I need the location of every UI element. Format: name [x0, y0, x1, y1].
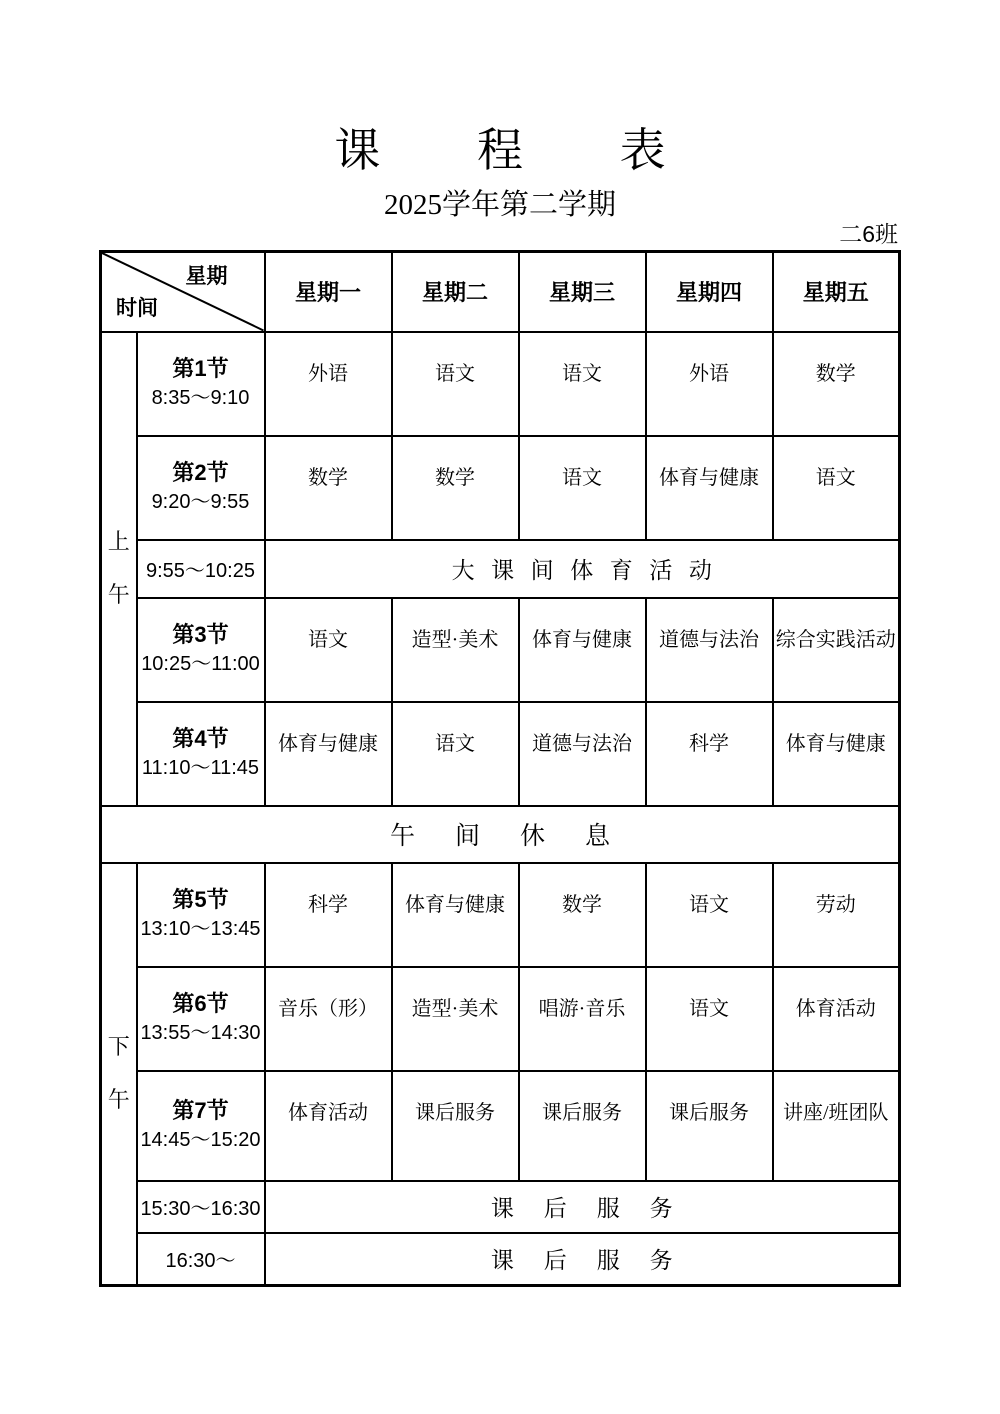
- period-time-cell: [137, 332, 265, 436]
- lesson-cell: 外语: [646, 332, 773, 436]
- period-time-cell: [137, 1071, 265, 1181]
- day-header-wednesday: 星期三: [519, 252, 646, 332]
- table-row-period-3: [101, 598, 900, 702]
- section-afternoon-label: 下午: [107, 1033, 130, 1112]
- lesson-cell: 造型·美术: [392, 598, 519, 702]
- lesson-cell: 语文: [265, 598, 392, 702]
- lesson-cell: 劳动: [773, 863, 900, 967]
- lesson-cell: 语文: [773, 436, 900, 540]
- period-time-cell: [137, 540, 265, 598]
- after-school-cell: 课后服务: [265, 1181, 900, 1233]
- period-time: 8:35～9:10: [151, 386, 250, 409]
- period-time: 11:10～11:45: [141, 756, 260, 779]
- period-time: 14:45～15:20: [140, 1128, 261, 1151]
- day-header-tuesday: 星期二: [392, 252, 519, 332]
- table-row-recess: [101, 540, 900, 598]
- lesson-cell: 讲座/班团队: [773, 1071, 900, 1181]
- lesson-cell: 外语: [265, 332, 392, 436]
- period-time: 9:20～9:55: [151, 490, 250, 513]
- page-title: 课程表: [334, 125, 763, 176]
- recess-activity-cell: 大课间体育活动: [265, 540, 900, 598]
- lesson-cell: 体育与健康: [265, 702, 392, 806]
- corner-time-label: 时间: [116, 296, 158, 320]
- period-label: 第2节: [172, 460, 229, 486]
- day-header-monday: 星期一: [265, 252, 392, 332]
- section-morning-label: 上午: [107, 528, 130, 607]
- page-subtitle: 2025学年第二学期: [383, 189, 616, 221]
- day-header-thursday: 星期四: [646, 252, 773, 332]
- lesson-cell: 综合实践活动: [773, 598, 900, 702]
- period-time-cell: [137, 1233, 265, 1286]
- corner-week-label: 星期: [185, 265, 228, 288]
- period-time: 13:55～14:30: [140, 1021, 261, 1044]
- lesson-cell: 道德与法治: [646, 598, 773, 702]
- period-time: 16:30～: [165, 1250, 236, 1273]
- lesson-cell: 课后服务: [519, 1071, 646, 1181]
- lesson-cell: 数学: [392, 436, 519, 540]
- lesson-cell: 体育与健康: [519, 598, 646, 702]
- lesson-cell: 道德与法治: [519, 702, 646, 806]
- corner-cell: [101, 252, 265, 332]
- period-time-cell: [137, 967, 265, 1071]
- lesson-cell: 科学: [265, 863, 392, 967]
- period-time-cell: [137, 598, 265, 702]
- after-school-cell: 课后服务: [265, 1233, 900, 1286]
- lesson-cell: 数学: [519, 863, 646, 967]
- lesson-cell: 造型·美术: [392, 967, 519, 1071]
- day-header-friday: 星期五: [773, 252, 900, 332]
- period-time: 9:55～10:25: [146, 560, 255, 582]
- lesson-cell: 语文: [646, 863, 773, 967]
- timetable: [99, 250, 901, 1287]
- lesson-cell: 语文: [519, 332, 646, 436]
- period-label: 第4节: [172, 726, 229, 752]
- table-row-after-school-2: [101, 1233, 900, 1286]
- table-row-period-2: [101, 436, 900, 540]
- period-time: 13:10～13:45: [140, 917, 261, 940]
- table-row-period-7: [101, 1071, 900, 1181]
- lesson-cell: 语文: [646, 967, 773, 1071]
- lesson-cell: 唱游·音乐: [519, 967, 646, 1071]
- table-row-after-school-1: [101, 1181, 900, 1233]
- lesson-cell: 数学: [265, 436, 392, 540]
- period-label: 第6节: [172, 991, 229, 1017]
- lesson-cell: 课后服务: [646, 1071, 773, 1181]
- period-time-cell: [137, 863, 265, 967]
- header-row: [101, 252, 900, 332]
- lesson-cell: 科学: [646, 702, 773, 806]
- period-time: 10:25～11:00: [141, 652, 260, 675]
- period-label: 第7节: [172, 1098, 229, 1124]
- lesson-cell: 体育活动: [265, 1071, 392, 1181]
- noon-break-cell: 午间休息: [101, 806, 900, 863]
- lesson-cell: 语文: [392, 332, 519, 436]
- table-row-period-4: [101, 702, 900, 806]
- table-row-period-5: [101, 863, 900, 967]
- period-time: 15:30～16:30: [140, 1198, 261, 1220]
- lesson-cell: 音乐（形）: [265, 967, 392, 1071]
- period-label: 第3节: [172, 622, 229, 648]
- lesson-cell: 数学: [773, 332, 900, 436]
- table-row-period-6: [101, 967, 900, 1071]
- class-label: 二6班: [839, 221, 898, 247]
- lesson-cell: 体育活动: [773, 967, 900, 1071]
- period-time-cell: [137, 1181, 265, 1233]
- section-morning: [101, 332, 137, 806]
- period-label: 第5节: [172, 887, 229, 913]
- period-time-cell: [137, 702, 265, 806]
- section-afternoon: [101, 863, 137, 1286]
- table-row-period-1: [101, 332, 900, 436]
- lesson-cell: 体育与健康: [392, 863, 519, 967]
- lesson-cell: 体育与健康: [773, 702, 900, 806]
- lesson-cell: 语文: [392, 702, 519, 806]
- period-label: 第1节: [172, 356, 229, 382]
- lesson-cell: 体育与健康: [646, 436, 773, 540]
- period-time-cell: [137, 436, 265, 540]
- lesson-cell: 课后服务: [392, 1071, 519, 1181]
- table-row-noon-break: [101, 806, 900, 863]
- lesson-cell: 语文: [519, 436, 646, 540]
